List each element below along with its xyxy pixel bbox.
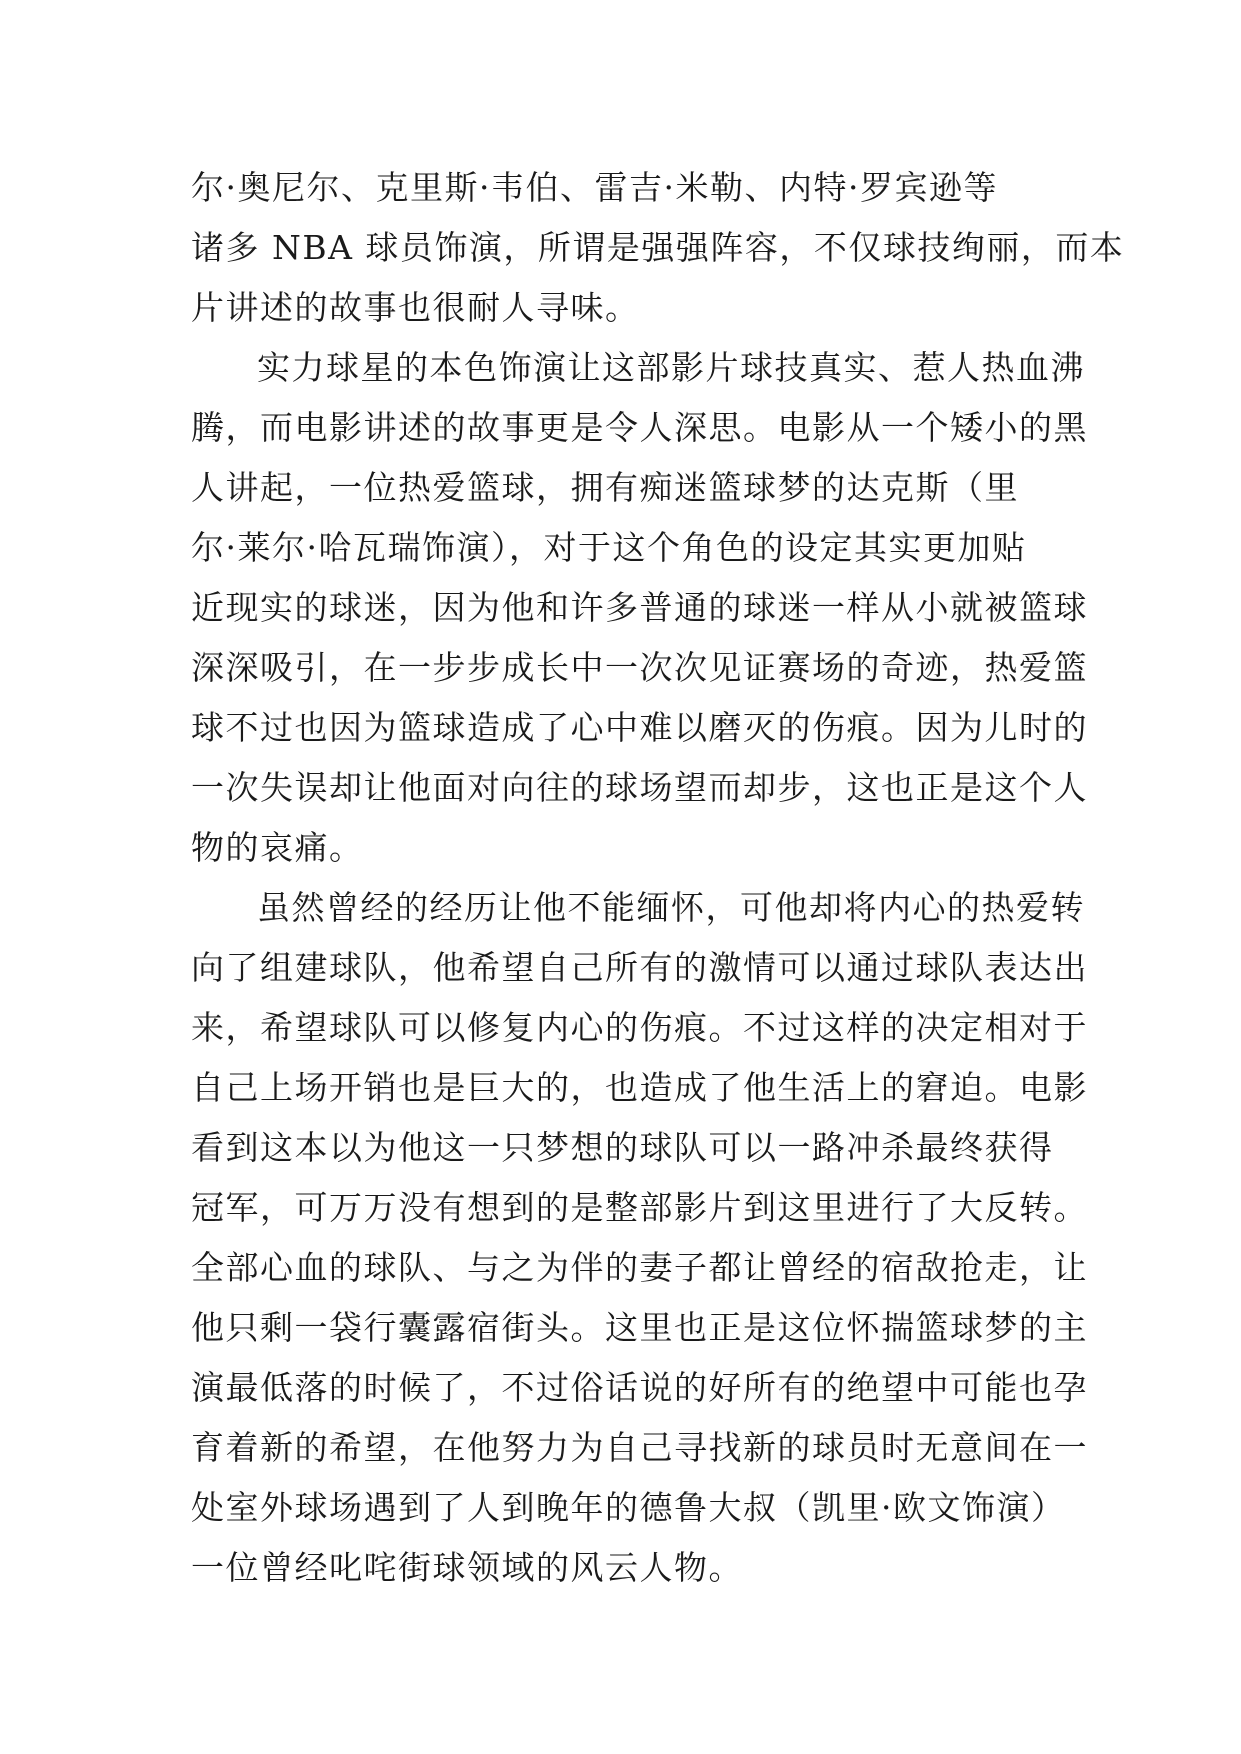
text-line: 来，希望球队可以修复内心的伤痕。不过这样的决定相对于 — [191, 1008, 1088, 1047]
text-line: 人讲起，一位热爱篮球，拥有痴迷篮球梦的达克斯（里 — [191, 468, 1019, 507]
text-line: 冠军，可万万没有想到的是整部影片到这里进行了大反转。 — [191, 1188, 1088, 1227]
text-line: 一位曾经叱咤街球领域的风云人物。 — [191, 1548, 743, 1587]
text-line: 诸多 NBA 球员饰演，所谓是强强阵容，不仅球技绚丽，而本 — [191, 228, 1125, 267]
text-line: 近现实的球迷，因为他和许多普通的球迷一样从小就被篮球 — [191, 588, 1088, 627]
text-line: 片讲述的故事也很耐人寻味。 — [191, 288, 640, 327]
text-line: 育着新的希望，在他努力为自己寻找新的球员时无意间在一 — [191, 1428, 1088, 1467]
text-line: 演最低落的时候了，不过俗话说的好所有的绝望中可能也孕 — [191, 1368, 1088, 1407]
text-line: 腾，而电影讲述的故事更是令人深思。电影从一个矮小的黑 — [191, 408, 1088, 447]
text-line: 物的哀痛。 — [191, 828, 364, 867]
text-line: 全部心血的球队、与之为伴的妻子都让曾经的宿敌抢走，让 — [191, 1248, 1088, 1287]
text-line: 看到这本以为他这一只梦想的球队可以一路冲杀最终获得 — [191, 1128, 1054, 1167]
text-line: 尔·奥尼尔、克里斯·韦伯、雷吉·米勒、内特·罗宾逊等 — [191, 168, 998, 207]
text-line: 处室外球场遇到了人到晚年的德鲁大叔（凯里·欧文饰演） — [191, 1488, 1066, 1527]
text-line: 向了组建球队，他希望自己所有的激情可以通过球队表达出 — [191, 948, 1088, 987]
text-line: 一次失误却让他面对向往的球场望而却步，这也正是这个人 — [191, 768, 1088, 807]
text-line: 深深吸引，在一步步成长中一次次见证赛场的奇迹，热爱篮 — [191, 648, 1088, 687]
paragraph-start-line: 实力球星的本色饰演让这部影片球技真实、惹人热血沸 — [257, 348, 1085, 387]
body-text — [191, 158, 1125, 1598]
paragraph-start-line: 虽然曾经的经历让他不能缅怀，可他却将内心的热爱转 — [257, 888, 1085, 927]
text-line: 球不过也因为篮球造成了心中难以磨灭的伤痕。因为儿时的 — [191, 708, 1088, 747]
text-line: 自己上场开销也是巨大的，也造成了他生活上的窘迫。电影 — [191, 1068, 1088, 1107]
text-line: 他只剩一袋行囊露宿街头。这里也正是这位怀揣篮球梦的主 — [191, 1308, 1088, 1347]
text-line: 尔·莱尔·哈瓦瑞饰演），对于这个角色的设定其实更加贴 — [191, 528, 1027, 567]
